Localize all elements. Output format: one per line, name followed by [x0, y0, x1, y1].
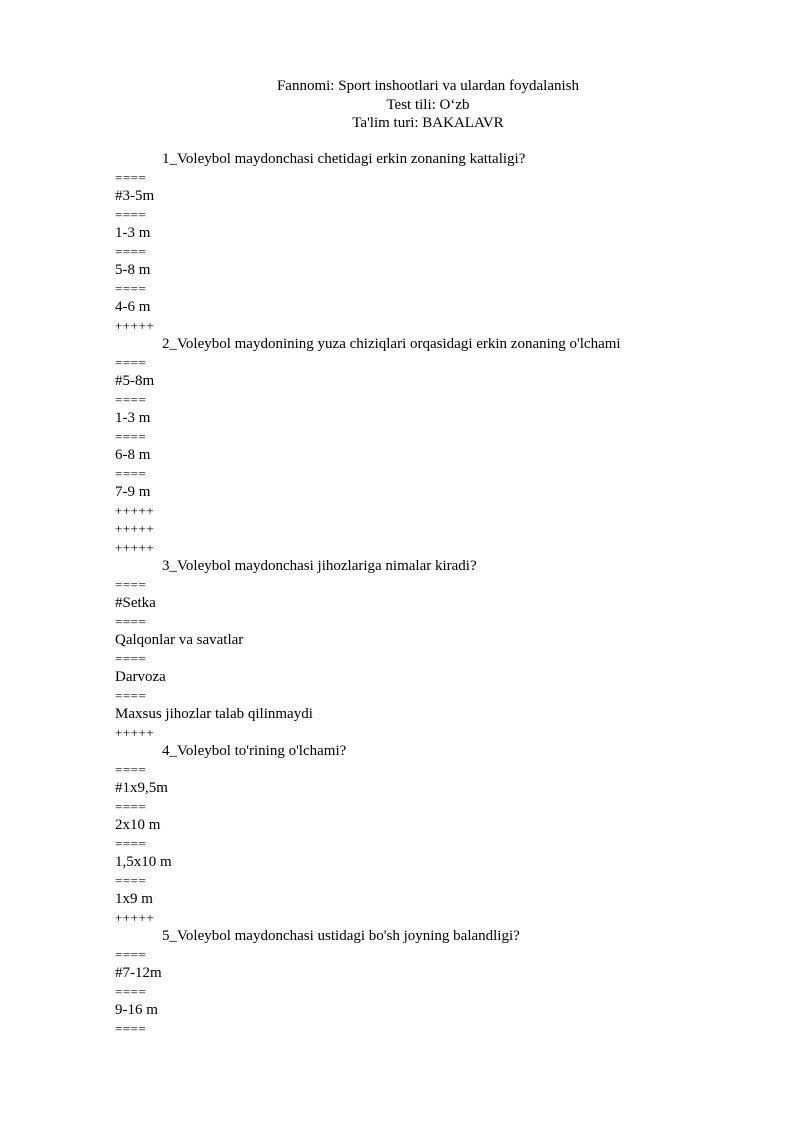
separator-line: ====	[115, 428, 147, 444]
answer-option: #1x9,5m	[115, 780, 168, 796]
answer-option: 9-16 m	[115, 1002, 158, 1018]
separator-line: +++++	[115, 909, 155, 925]
question-text: 2_Voleybol maydonining yuza chiziqlari orqasidagi erkin zonaning o'lchami	[162, 336, 621, 352]
separator-line: +++++	[115, 502, 155, 518]
document-header	[0, 77, 800, 133]
answer-option: 6-8 m	[115, 447, 151, 463]
separator-line: ====	[115, 169, 147, 185]
answer-option: Maxsus jihozlar talab qilinmaydi	[115, 706, 313, 722]
separator-line: ====	[115, 650, 147, 666]
separator-line: ====	[115, 613, 147, 629]
answer-option: Qalqonlar va savatlar	[115, 632, 244, 648]
answer-option: 5-8 m	[115, 262, 151, 278]
separator-line: +++++	[115, 317, 155, 333]
separator-line: ====	[115, 206, 147, 222]
separator-line: ====	[115, 872, 147, 888]
answer-option: #5-8m	[115, 373, 155, 389]
separator-line: ====	[115, 354, 147, 370]
education-type: Ta'lim turi: BAKALAVR	[352, 115, 504, 131]
separator-line: ====	[115, 391, 147, 407]
question-text: 4_Voleybol to'rining o'lchami?	[162, 743, 347, 759]
separator-line: ====	[115, 835, 147, 851]
question-text: 5_Voleybol maydonchasi ustidagi bo'sh joyning balandligi?	[162, 928, 520, 944]
separator-line: ====	[115, 946, 147, 962]
separator-line: +++++	[115, 724, 155, 740]
answer-option: #Setka	[115, 595, 156, 611]
test-language: Test tili: O‘zb	[386, 96, 470, 113]
separator-line: ====	[115, 983, 147, 999]
answer-option: 2x10 m	[115, 817, 161, 833]
separator-line: ====	[115, 465, 147, 481]
answer-option: Darvoza	[115, 669, 166, 685]
answer-option: 4-6 m	[115, 299, 151, 315]
separator-line: ====	[115, 1020, 147, 1036]
subject-title: Fannomi: Sport inshootlari va ulardan foydalanish	[276, 78, 580, 94]
question-text: 3_Voleybol maydonchasi jihozlariga nimalar kiradi?	[162, 558, 477, 574]
separator-line: ====	[115, 576, 147, 592]
separator-line: ====	[115, 798, 147, 814]
answer-option: #7-12m	[115, 965, 162, 981]
question-text: 1_Voleybol maydonchasi chetidagi erkin zonaning kattaligi?	[162, 151, 526, 167]
answer-option: 7-9 m	[115, 484, 151, 500]
answer-option: #3-5m	[115, 188, 155, 204]
separator-line: ====	[115, 280, 147, 296]
answer-option: 1-3 m	[115, 410, 151, 426]
answer-option: 1-3 m	[115, 225, 151, 241]
separator-line: ====	[115, 243, 147, 259]
separator-line: ====	[115, 761, 147, 777]
separator-line: +++++	[115, 539, 155, 555]
test-body	[115, 150, 795, 1038]
answer-option: 1x9 m	[115, 891, 153, 907]
answer-option: 1,5x10 m	[115, 854, 172, 870]
separator-line: ====	[115, 687, 147, 703]
separator-line: +++++	[115, 521, 155, 536]
